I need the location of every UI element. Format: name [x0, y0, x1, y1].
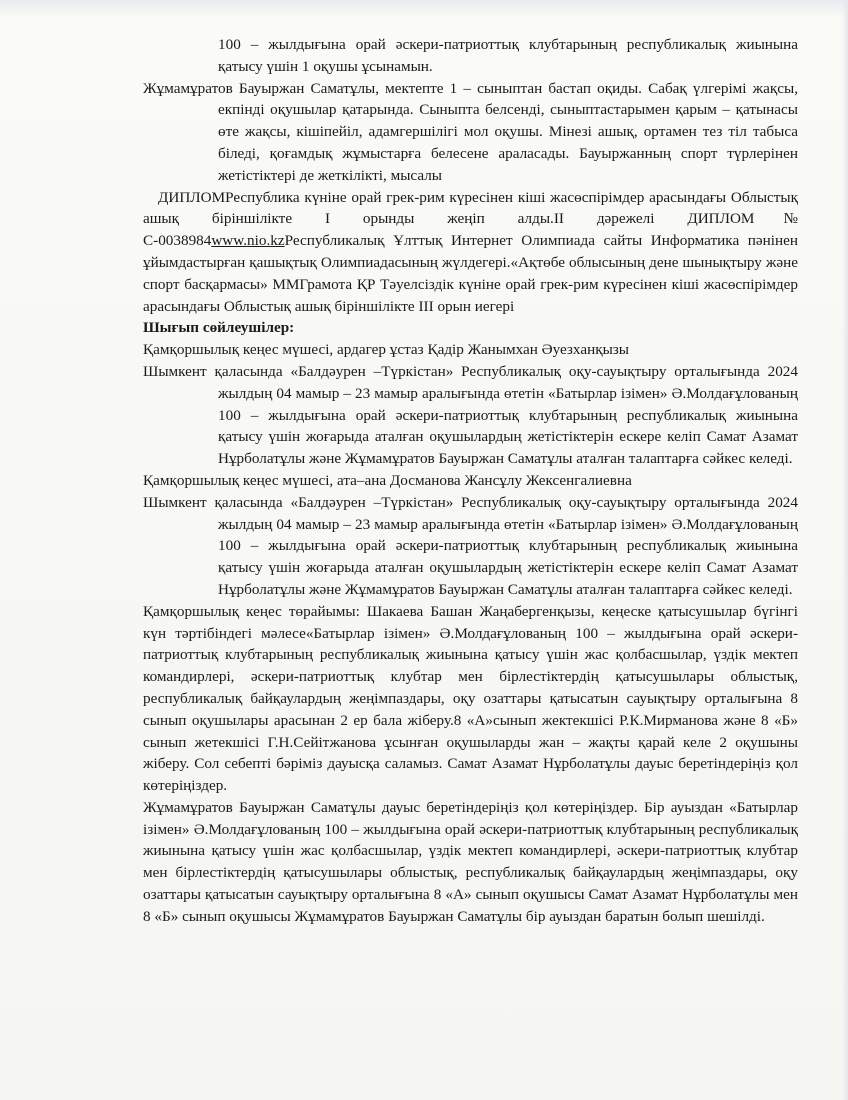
speakers-heading: Шығып сөйлеушілер: — [143, 319, 295, 337]
document-body — [143, 34, 798, 928]
speaker-1-statement: Шымкент қаласында «Балдәурен –Түркістан» Республикалық оқу-сауықтыру орталығында 2024 жылдың 04 мамыр – 23 мамыр аралығында өтетін «Батырлар ізімен» Ә.Молдағұлованың 100 – жылдығына орай әскери-патриоттық клубтарының республикалық жиынына қатысу үшін жоғарыда аталған оқушылардың жетістіктерін ескере келіп Самат Азамат Нұрболатұлы және Жұмамұратов Бауыржан Саматұлы аталған талаптарға сәйкес келеді. — [143, 362, 798, 468]
paragraph-achievements — [143, 187, 798, 318]
scan-edge-right — [842, 0, 848, 1100]
speaker-1: Қамқоршылық кеңес мүшесі, ардагер ұстаз Қадір Жанымхан Әуезханқызы — [143, 341, 629, 359]
nio-link[interactable]: www.nio.kz — [211, 232, 285, 250]
speaker-2: Қамқоршылық кеңес мүшесі, ата–ана Досманова Жансұлу Жексенгалиевна — [143, 471, 632, 489]
paragraph-continuation: 100 – жылдығына орай әскери-патриоттық клубтарының республикалық жиынына қатысу үшін 1 оқушы ұсынамын. — [218, 36, 798, 75]
vote-decision: Жұмамұратов Бауыржан Саматұлы дауыс беретіндеріңіз қол көтеріңіздер. Бір ауыздан «Батырлар ізімен» Ә.Молдағұлованың 100 – жылдығына орай әскери-патриоттық клубтарының республикалық жиынына қатысу үшін жас қолбасшылар, үздік мектеп командирлері, әскери-патриоттық клубтар мен бірлестіктердің қатысушылары облыстық, республикалық байқаулардың жеңімпаздары, оқу озаттары қатысатын сауықтыру орталығына 8 «А» сынып оқушысы Самат Азамат Нұрболатұлы мен 8 «Б» сынып оқушысы Жұмамұратов Бауыржан Саматұлы бір ауыздан баратын болып шешілді. — [143, 798, 798, 925]
speaker-2-statement: Шымкент қаласында «Балдәурен –Түркістан» Республикалық оқу-сауықтыру орталығында 2024 жылдың 04 мамыр – 23 мамыр аралығында өтетін «Батырлар ізімен» Ә.Молдағұлованың 100 – жылдығына орай әскери-патриоттық клубтарының республикалық жиынына қатысу үшін жоғарыда аталған оқушылардың жетістіктерін ескере келіп Самат Азамат Нұрболатұлы және Жұмамұратов Бауыржан Саматұлы аталған талаптарға сәйкес келеді. — [143, 493, 798, 598]
achievements-text-b: Республикалық Ұлттық Интернет Олимпиада сайты Информатика пәнінен ұйымдастырған қашықтық Олимпиадасының жүлдегері.«Ақтөбе облысының дене шынықтыру және спорт басқармасы» ММГрамота ҚР Тәуелсіздік күніне орай грек-рим күресінен кіші жасөспірімдер арасындағы Облыстық ашық біріншілікте ІІІ орын иегері — [143, 232, 798, 315]
scan-edge-top — [0, 0, 848, 18]
achievements-text-a: ДИПЛОМРеспублика күніне орай грек-рим күресінен кіші жасөспірімдер арасындағы Облыстық ашық біріншілікте І орынды жеңіп алды.ІІ дәрежелі ДИПЛОМ№ С-0038984 — [143, 188, 798, 250]
paragraph-student-description: Жұмамұратов Бауыржан Саматұлы, мектепте 1 – сыныптан бастап оқиды. Сабақ үлгерімі жақсы, екпінді оқушылар қатарында. Сыныпта белсенді, сыныптастарымен қарым – қатынасы өте жақсы, кішіпейіл, адамгершілігі мол оқушы. Мінезі ашық, ортамен тез тіл табыса біледі, қоғамдық жұмыстарға белесене араласады. Бауыржанның спорт түрлерінен жетістіктері де жеткілікті, мысалы — [143, 79, 798, 184]
chair-statement: Қамқоршылық кеңес төрайымы: Шакаева Башан Жаңабергенқызы, кеңеске қатысушылар бүгінгі күн тәртібіндегі мәлесе«Батырлар ізімен» Ә.Молдағұлованың 100 – жылдығына орай әскери-патриоттық клубтарының республикалық жиынына қатысу үшін жас қолбасшылар, үздік мектеп командирлері, әскери-патриоттық клубтар мен бірлестіктердің қатысушылары облыстық, республикалық байқаулардың жеңімпаздары, оқу озаттары қатысатын сауықтыру орталығына 8 сынып оқушылары арасынан 2 ер бала жіберу.8 «А»сынып жектекшісі Р.К.Мирманова және 8 «Б» сынып жетекшісі Г.Н.Сейітжанова ұсынған оқушыларды жан – жақты қарай келе 2 оқушыны жіберу. Сол себепті бәріміз дауысқа саламыз. Самат Азамат Нұрболатұлы дауыс беретіндеріңіз қол көтеріңіздер. — [143, 602, 798, 795]
